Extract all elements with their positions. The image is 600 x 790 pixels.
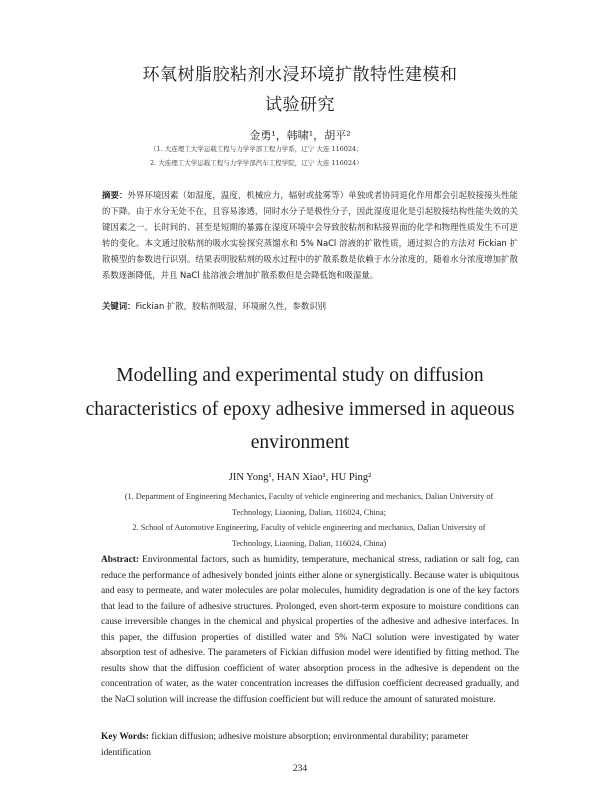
chinese-affiliation-1: （1. 大连理工大学运载工程与力学学部工程力学系，辽宁 大连 116024； [150,145,363,153]
chinese-abstract-label: 摘要： [102,190,128,200]
chinese-abstract-text: 外界环境因素（如湿度，温度，机械应力，辐射或盐雾等）单独或者协同退化作用都会引起胶接接头性能的下降。由于水分无处不在，且容易渗透，同时水分子是极性分子，因此湿度退化是引起胶接结构性能失效的关键因素之一。长时间的、甚至是短期的暴露在湿度环境中会导致胶粘剂和粘接界面的化学和物理性质发生不可逆转的变化。本文通过胶粘剂的吸水实验探究蒸馏水和 5% NaCl 溶液的扩散性质，通过拟合的方法对 Fickian 扩散模型的参数进行识别。结果表明胶粘剂的吸水过程中的扩散系数是依赖于水分浓度的，随着水分浓度增加扩散系数逐渐降低，并且 NaCl 盐溶液会增加扩散系数但是会降低饱和吸湿量。 [102,190,519,280]
english-affiliation-2: 2. School of Automotive Engineering, Faculty of vehicle engineering and mechanics, Dalian University of Technology, Liaoning, Dalian, 116024, China) [132,523,486,548]
english-abstract-text: Environmental factors, such as humidity, temperature, mechanical stress, radiation or salt fog, can reduce the performance of adhesively bonded joints either alone or synergistically. Because water is ubiquitous and easy to permeate, and water molecules are polar molecules, humidity degradation is one of the key factors that lead to the failure of adhesive structures. Prolonged, even short-term exposure to moisture conditions can cause irreversible changes in the chemical and physical properties of the adhesive and adhesive interfaces. In this paper, the diffusion properties of distilled water and 5% NaCl solution were investigated by water absorption test of adhesive. The parameters of Fickian diffusion model were identified by fitting method. The results show that the diffusion coefficient of water absorption process in the adhesive is dependent on the concentration of water, as the water concentration increases the diffusion coefficient decreased gradually, and the NaCl solution will increase the diffusion coefficient but will reduce the amount of saturated moisture. [101,555,520,705]
english-keywords-text: fickian diffusion; adhesive moisture absorption; environmental durability; parameter identification [101,732,469,758]
english-title-line-1: Modelling and experimental study on diffusion [116,365,484,386]
chinese-keywords-text: Fickian 扩散，胶粘剂吸湿，环境耐久性，参数识别 [135,301,327,311]
english-title-line-3: environment [250,432,350,453]
chinese-keywords [102,298,518,314]
english-affiliation-1: (1. Department of Engineering Mechanics, Faculty of vehicle engineering and mechanics, Dalian University of Technology, Liaoning, Dalian, 116024, China; [124,492,494,517]
chinese-abstract [102,187,518,283]
chinese-title-line-2: 试验研究 [265,95,335,115]
chinese-keywords-label: 关键词： [102,301,136,311]
page-number: 234 [292,764,308,774]
chinese-affiliation-2: 2. 大连理工大学运载工程与力学学部汽车工程学院，辽宁 大连 116024） [150,159,363,167]
english-title-line-2: characteristics of epoxy adhesive immersed in aqueous [85,399,515,420]
english-abstract-label: Abstract: [101,555,140,565]
english-authors: JIN Yong¹, HAN Xiao¹, HU Ping² [228,472,372,483]
chinese-authors: 金勇¹，韩啸¹，胡平² [249,129,351,142]
chinese-title-line-1: 环氧树脂胶粘剂水浸环境扩散特性建模和 [142,65,458,85]
english-keywords [101,730,519,761]
english-keywords-label: Key Words: [101,732,150,742]
english-abstract [101,553,519,708]
